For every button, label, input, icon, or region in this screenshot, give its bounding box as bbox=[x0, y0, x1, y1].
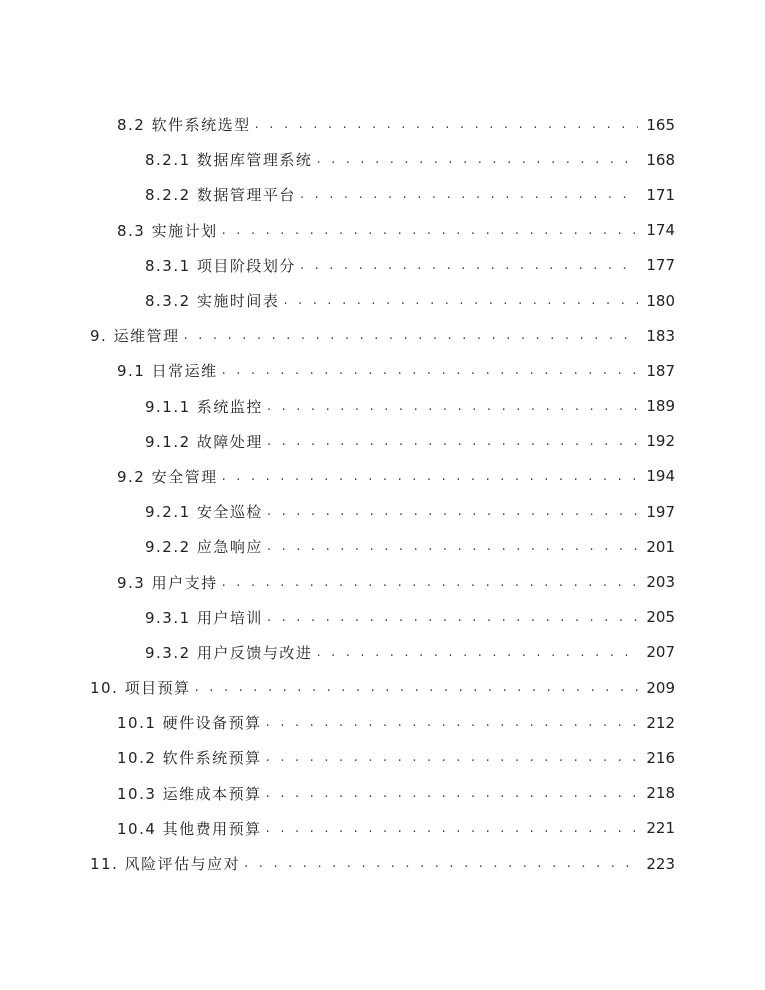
toc-entry-label: 8.2.1 数据库管理系统 bbox=[145, 149, 316, 170]
toc-entry[interactable] bbox=[0, 424, 765, 459]
toc-entry-label: 10.3 运维成本预算 bbox=[117, 783, 266, 804]
toc-entry[interactable] bbox=[0, 213, 765, 248]
dot-leader bbox=[267, 539, 638, 554]
toc-entry-label: 8.2.2 数据管理平台 bbox=[145, 184, 300, 205]
toc-entry[interactable] bbox=[0, 248, 765, 283]
toc-entry-label: 9.2.1 安全巡检 bbox=[145, 501, 267, 522]
toc-entry-label: 8.2 软件系统选型 bbox=[117, 114, 255, 135]
toc-entry-page-number: 197 bbox=[646, 502, 675, 521]
toc-entry[interactable] bbox=[0, 318, 765, 353]
table-of-contents bbox=[0, 107, 765, 881]
toc-entry-label: 8.3.1 项目阶段划分 bbox=[145, 255, 300, 276]
toc-entry-label: 9.1.2 故障处理 bbox=[145, 431, 267, 452]
toc-entry[interactable] bbox=[0, 600, 765, 635]
toc-entry-page-number: 183 bbox=[646, 326, 675, 345]
toc-entry-page-number: 174 bbox=[646, 221, 675, 240]
dot-leader bbox=[222, 223, 639, 238]
toc-entry-label: 9.3.1 用户培训 bbox=[145, 607, 267, 628]
toc-entry-label: 8.3 实施计划 bbox=[117, 220, 222, 241]
toc-entry-page-number: 221 bbox=[646, 819, 675, 838]
toc-entry-label: 9.1 日常运维 bbox=[117, 360, 222, 381]
toc-entry[interactable] bbox=[0, 846, 765, 881]
toc-entry[interactable] bbox=[0, 740, 765, 775]
toc-entry-label: 9.2 安全管理 bbox=[117, 466, 222, 487]
dot-leader bbox=[283, 293, 638, 308]
toc-entry-page-number: 192 bbox=[646, 432, 675, 451]
toc-entry[interactable] bbox=[0, 107, 765, 142]
toc-entry-label: 9. 运维管理 bbox=[90, 325, 184, 346]
toc-entry[interactable] bbox=[0, 353, 765, 388]
dot-leader bbox=[316, 152, 638, 167]
dot-leader bbox=[316, 645, 638, 660]
toc-entry-page-number: 218 bbox=[646, 784, 675, 803]
dot-leader bbox=[184, 328, 639, 343]
toc-entry[interactable] bbox=[0, 389, 765, 424]
dot-leader bbox=[267, 399, 638, 414]
toc-entry-label: 10.1 硬件设备预算 bbox=[117, 712, 266, 733]
toc-entry[interactable] bbox=[0, 635, 765, 670]
toc-entry-label: 9.3.2 用户反馈与改进 bbox=[145, 642, 316, 663]
toc-entry-page-number: 177 bbox=[646, 256, 675, 275]
toc-entry[interactable] bbox=[0, 142, 765, 177]
toc-entry-page-number: 194 bbox=[646, 467, 675, 486]
toc-entry[interactable] bbox=[0, 776, 765, 811]
toc-entry-page-number: 203 bbox=[646, 573, 675, 592]
dot-leader bbox=[195, 680, 639, 695]
toc-entry[interactable] bbox=[0, 670, 765, 705]
dot-leader bbox=[266, 715, 639, 730]
dot-leader bbox=[222, 575, 639, 590]
toc-entry-page-number: 209 bbox=[646, 678, 675, 697]
toc-entry-page-number: 168 bbox=[646, 150, 675, 169]
toc-entry-page-number: 187 bbox=[646, 361, 675, 380]
toc-entry-label: 8.3.2 实施时间表 bbox=[145, 290, 283, 311]
toc-entry-label: 9.1.1 系统监控 bbox=[145, 396, 267, 417]
toc-entry[interactable] bbox=[0, 811, 765, 846]
toc-entry-label: 9.2.2 应急响应 bbox=[145, 536, 267, 557]
toc-entry[interactable] bbox=[0, 529, 765, 564]
dot-leader bbox=[266, 750, 639, 765]
toc-entry-page-number: 180 bbox=[646, 291, 675, 310]
dot-leader bbox=[267, 610, 638, 625]
toc-entry[interactable] bbox=[0, 283, 765, 318]
toc-entry-page-number: 189 bbox=[646, 397, 675, 416]
toc-entry-label: 10. 项目预算 bbox=[90, 677, 195, 698]
toc-entry-page-number: 223 bbox=[646, 854, 675, 873]
toc-entry-label: 11. 风险评估与应对 bbox=[90, 853, 244, 874]
dot-leader bbox=[244, 856, 638, 871]
toc-entry-page-number: 216 bbox=[646, 748, 675, 767]
toc-entry-page-number: 207 bbox=[646, 643, 675, 662]
toc-entry-page-number: 171 bbox=[646, 185, 675, 204]
dot-leader bbox=[300, 187, 638, 202]
toc-entry-label: 10.4 其他费用预算 bbox=[117, 818, 266, 839]
dot-leader bbox=[267, 504, 638, 519]
toc-entry-page-number: 212 bbox=[646, 713, 675, 732]
dot-leader bbox=[222, 363, 639, 378]
dot-leader bbox=[266, 821, 639, 836]
toc-entry[interactable] bbox=[0, 705, 765, 740]
dot-leader bbox=[267, 434, 638, 449]
toc-entry-label: 10.2 软件系统预算 bbox=[117, 747, 266, 768]
toc-entry[interactable] bbox=[0, 177, 765, 212]
toc-entry[interactable] bbox=[0, 494, 765, 529]
dot-leader bbox=[300, 258, 638, 273]
toc-entry[interactable] bbox=[0, 564, 765, 599]
toc-entry-page-number: 165 bbox=[646, 115, 675, 134]
dot-leader bbox=[222, 469, 639, 484]
dot-leader bbox=[255, 117, 639, 132]
dot-leader bbox=[266, 786, 639, 801]
toc-entry-page-number: 201 bbox=[646, 537, 675, 556]
toc-entry-page-number: 205 bbox=[646, 608, 675, 627]
toc-entry-label: 9.3 用户支持 bbox=[117, 572, 222, 593]
toc-entry[interactable] bbox=[0, 459, 765, 494]
